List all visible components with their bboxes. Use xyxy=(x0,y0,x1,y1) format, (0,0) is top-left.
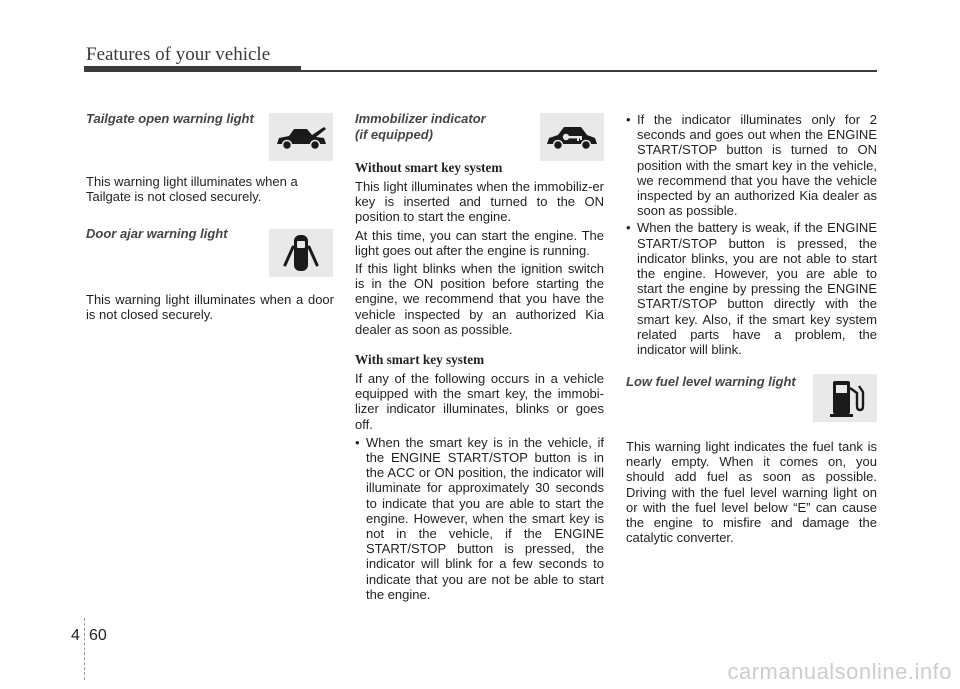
immobilizer-body xyxy=(355,160,604,602)
immobilizer-p1: This light illuminates when the immobiliz-er key is inserted and turned to the ON position to start the engine. xyxy=(355,179,604,225)
with-smart-key-heading: With smart key system xyxy=(355,352,485,368)
immobilizer-heading-line1: Immobilizer indicator xyxy=(355,111,486,126)
smart-key-bullet-1: • When the smart key is in the vehicle, if the ENGINE START/STOP button is in the ACC or ON position, the indicator will illuminate for approximately 30 seconds to indicate that you are able to start the engine. However, when the smart key is not in the vehicle, if the ENGINE START/STOP button is pressed, the indicator will blink for a few seconds to indicate that you are not be able to start the engine. xyxy=(355,435,604,602)
without-smart-key-heading: Without smart key system xyxy=(355,160,503,175)
door-text: This warning light illuminates when a door is not closed securely. xyxy=(86,292,334,323)
car-key-icon xyxy=(540,113,604,161)
door-ajar-car-icon xyxy=(269,229,333,277)
page-title: Features of your vehicle xyxy=(86,44,271,65)
immobilizer-p4: If any of the following occurs in a vehicle equipped with the smart key, the immobi-lizer indicator illuminates, blinks or goes off. xyxy=(355,371,604,432)
door-heading: Door ajar warning light xyxy=(86,226,228,241)
immobilizer-p3: If this light blinks when the ignition switch is in the ON position before starting the engine, we recommend that you have the vehicle inspected by an authorized Kia dealer as soon as possible. xyxy=(355,261,604,337)
chapter-number: 4 xyxy=(71,627,80,644)
smart-key-bullet-3: • When the battery is weak, if the ENGINE START/STOP button is pressed, the indicator blinks, you are not able to start the engine. However, you are able to start the engine by pressing the ENGINE START/STOP button directly with the smart key. Also, if the smart key system related parts have a problem, the indicator will blink. xyxy=(626,220,877,357)
header-rule-thin xyxy=(301,70,877,72)
immobilizer-p2: At this time, you can start the engine. The light goes out after the engine is running. xyxy=(355,227,604,258)
page-number: 60 xyxy=(89,627,107,644)
immobilizer-heading xyxy=(355,111,486,143)
fuel-text: This warning light indicates the fuel tank is nearly empty. When it comes on, you should add fuel as soon as possible. Driving with the fuel level warning light on or with the fuel level below “E” can cause the engine to misfire and damage the catalytic converter. xyxy=(626,439,877,546)
fuel-heading: Low fuel level warning light xyxy=(626,374,796,389)
smart-key-bullet-2: • If the indicator illuminates only for 2 seconds and goes out when the ENGINE START/STOP button is turned to ON position with the smart key in the vehicle, we recommend that you have the vehicle inspected by an authorized Kia dealer as soon as possible. xyxy=(626,112,877,218)
header-rule xyxy=(84,66,301,72)
watermark: carmanualsonline.info xyxy=(727,659,952,684)
footer-divider xyxy=(84,618,86,680)
tailgate-heading: Tailgate open warning light xyxy=(86,111,254,126)
fuel-pump-icon xyxy=(813,374,877,422)
tailgate-open-car-icon xyxy=(269,113,333,161)
column-3 xyxy=(626,112,877,357)
tailgate-text: This warning light illuminates when a Tailgate is not closed securely. xyxy=(86,174,298,205)
immobilizer-heading-line2: (if equipped) xyxy=(355,127,433,142)
